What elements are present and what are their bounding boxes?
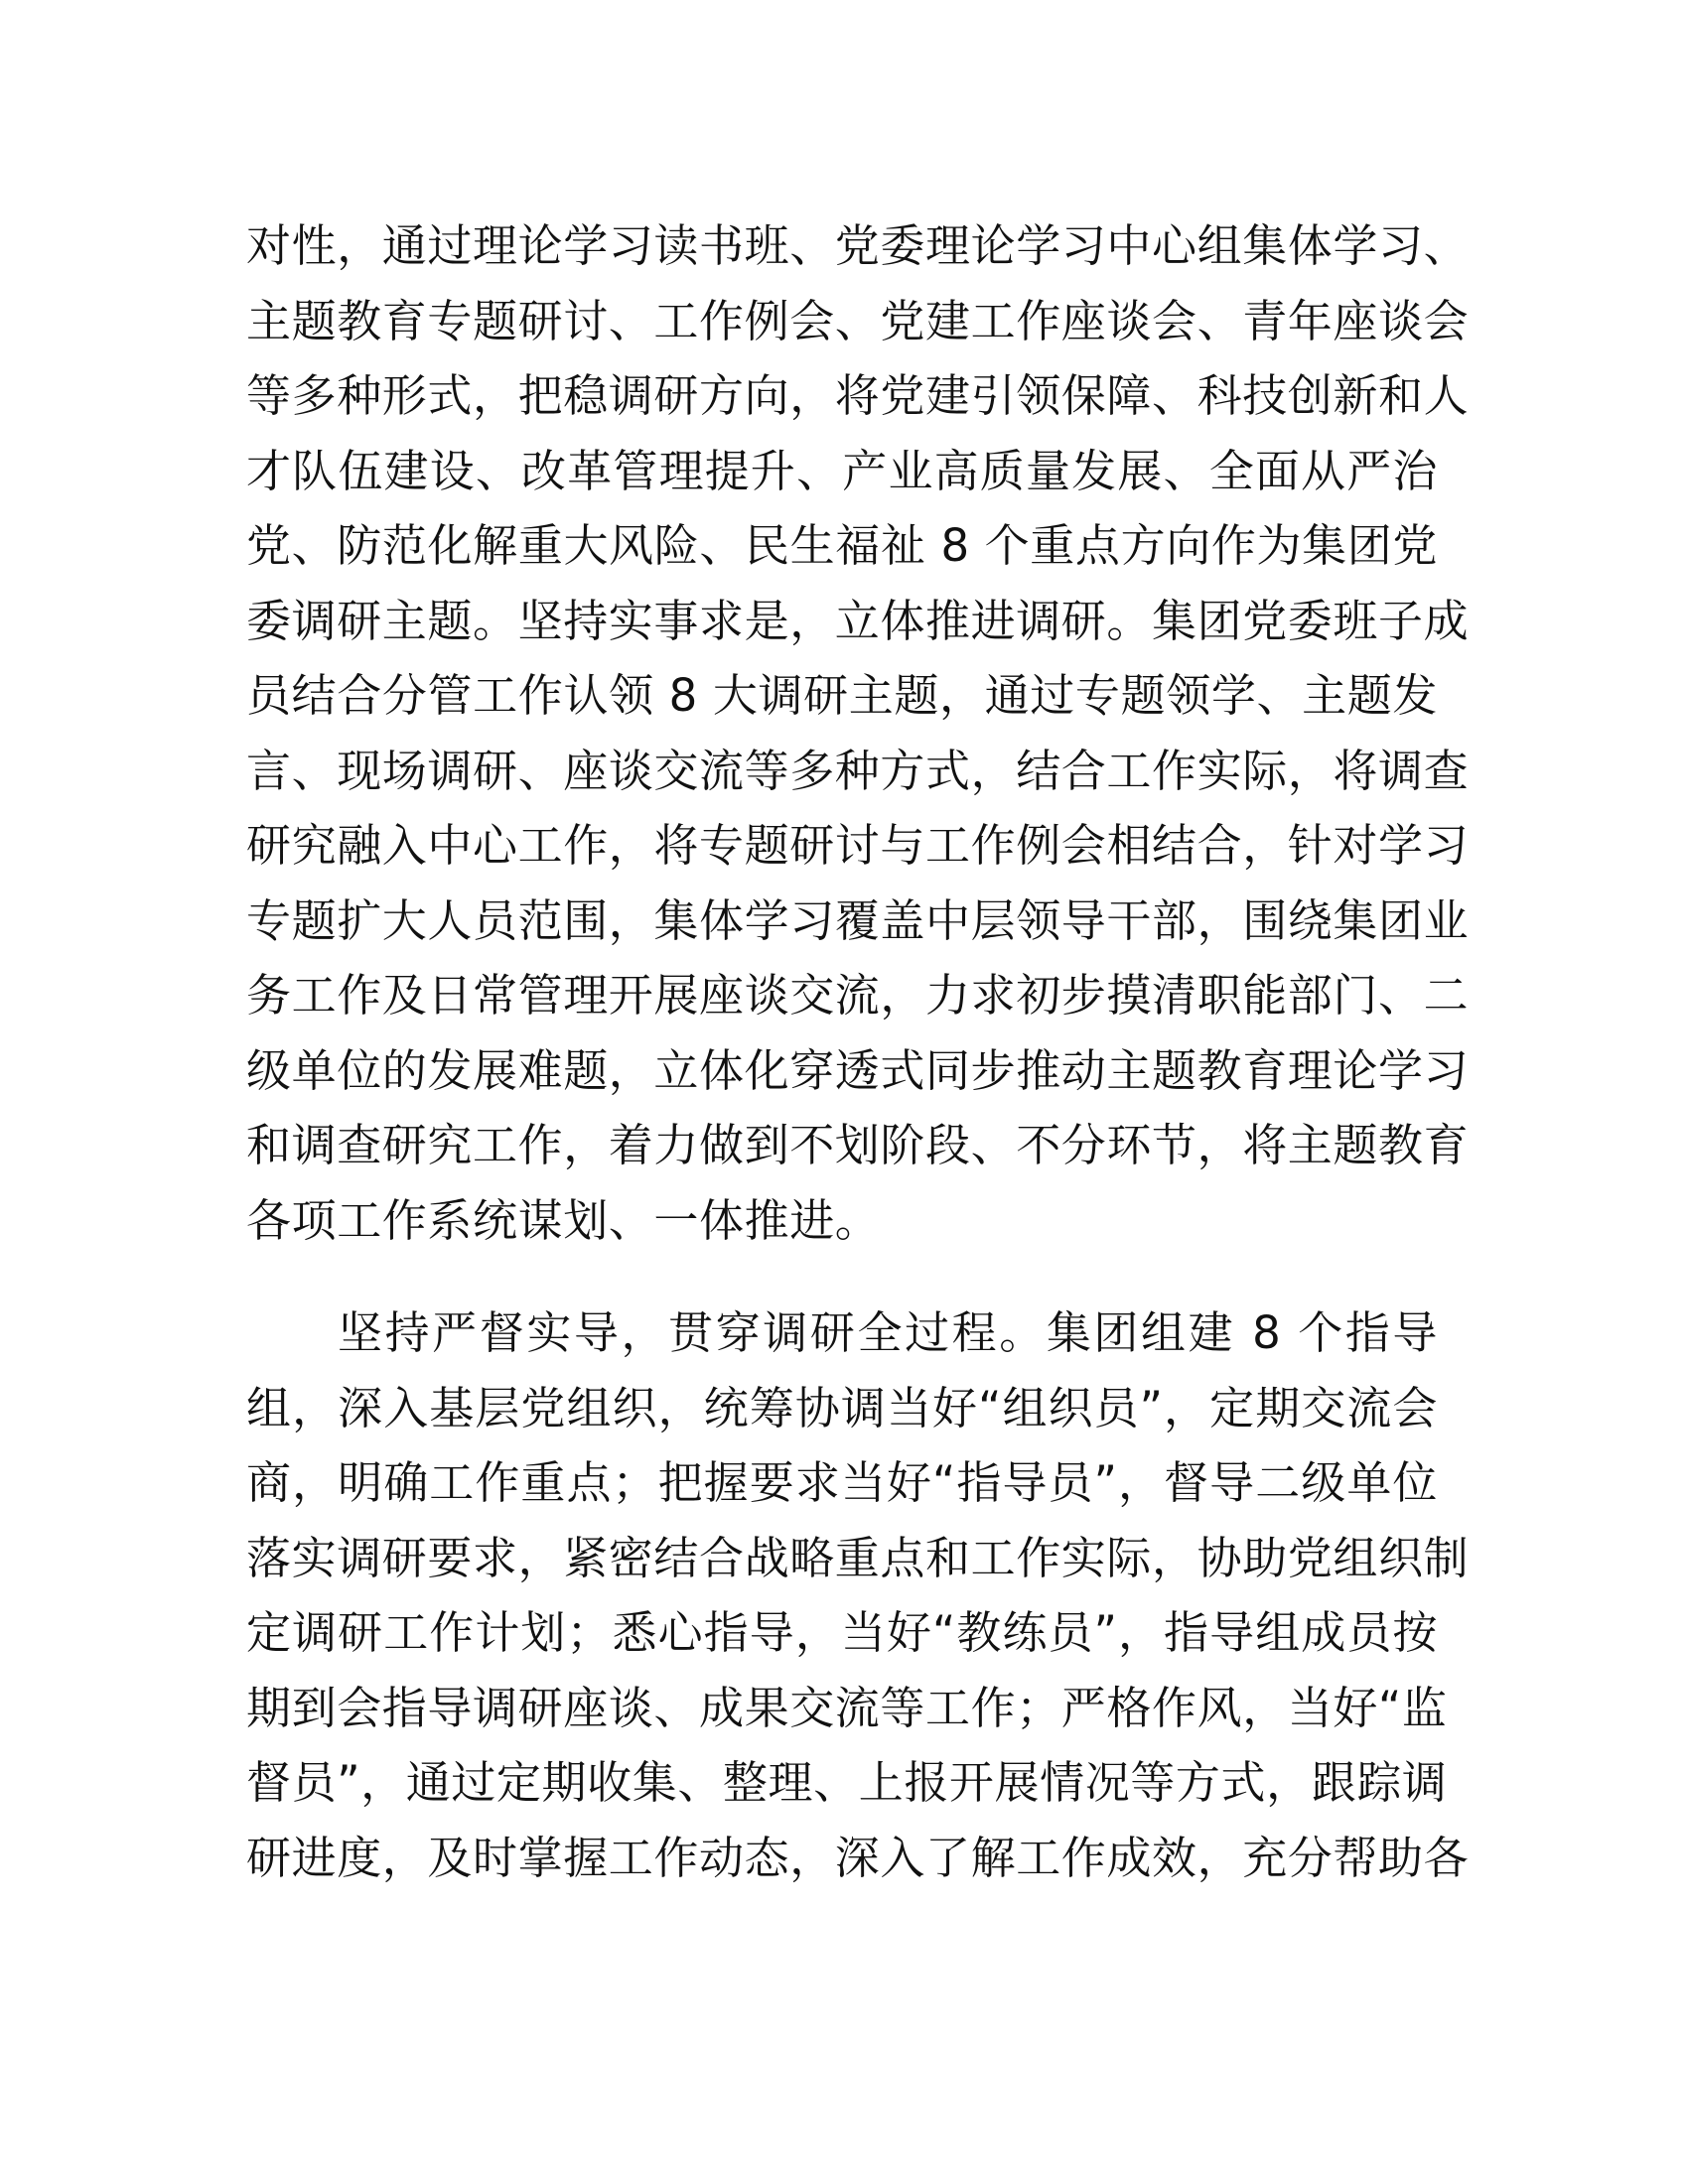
paragraph-line: 专题扩大人员范围，集体学习覆盖中层领导干部，围绕集团业 — [246, 893, 1470, 947]
paragraph-2 — [246, 1296, 1470, 1895]
paragraph-line: 督员”，通过定期收集、整理、上报开展情况等方式，跟踪调 — [246, 1756, 1448, 1809]
paragraph-line: 言、现场调研、座谈交流等多种方式，结合工作实际，将调查 — [246, 744, 1470, 797]
paragraph-1 — [246, 208, 1470, 1258]
paragraph-line: 研究融入中心工作，将专题研讨与工作例会相结合，针对学习 — [246, 819, 1470, 872]
paragraph-line: 对性，通过理论学习读书班、党委理论学习中心组集体学习、 — [246, 219, 1470, 272]
paragraph-line: 商，明确工作重点；把握要求当好“指导员”，督导二级单位 — [246, 1456, 1438, 1509]
paragraph-line: 各项工作系统谋划、一体推进。 — [246, 1193, 881, 1247]
paragraph-line: 定调研工作计划；悉心指导，当好“教练员”，指导组成员按 — [246, 1606, 1438, 1659]
paragraph-line: 主题教育专题研讨、工作例会、党建工作座谈会、青年座谈会 — [246, 294, 1470, 347]
paragraph-line: 等多种形式，把稳调研方向，将党建引领保障、科技创新和人 — [246, 369, 1470, 422]
paragraph-line: 和调查研究工作，着力做到不划阶段、不分环节，将主题教育 — [246, 1119, 1470, 1171]
paragraph-line: 务工作及日常管理开展座谈交流，力求初步摸清职能部门、二 — [246, 969, 1470, 1022]
paragraph-line: 才队伍建设、改革管理提升、产业高质量发展、全面从严治 — [246, 444, 1438, 497]
paragraph-line: 期到会指导调研座谈、成果交流等工作；严格作风，当好“监 — [246, 1681, 1448, 1734]
paragraph-line: 坚持严督实导，贯穿调研全过程。集团组建 8 个指导 — [338, 1306, 1438, 1359]
paragraph-line: 委调研主题。坚持实事求是，立体推进调研。集团党委班子成 — [246, 594, 1470, 647]
paragraph-line: 员结合分管工作认领 8 大调研主题，通过专题领学、主题发 — [246, 669, 1438, 722]
paragraph-line: 党、防范化解重大风险、民生福祉 8 个重点方向作为集团党 — [246, 519, 1438, 572]
paragraph-line: 落实调研要求，紧密结合战略重点和工作实际，协助党组织制 — [246, 1531, 1470, 1584]
paragraph-line: 研进度，及时掌握工作动态，深入了解工作成效，充分帮助各 — [246, 1831, 1470, 1884]
paragraph-line: 组，深入基层党组织，统筹协调当好“组织员”，定期交流会 — [246, 1381, 1438, 1434]
paragraph-line: 级单位的发展难题，立体化穿透式同步推动主题教育理论学习 — [246, 1043, 1470, 1097]
